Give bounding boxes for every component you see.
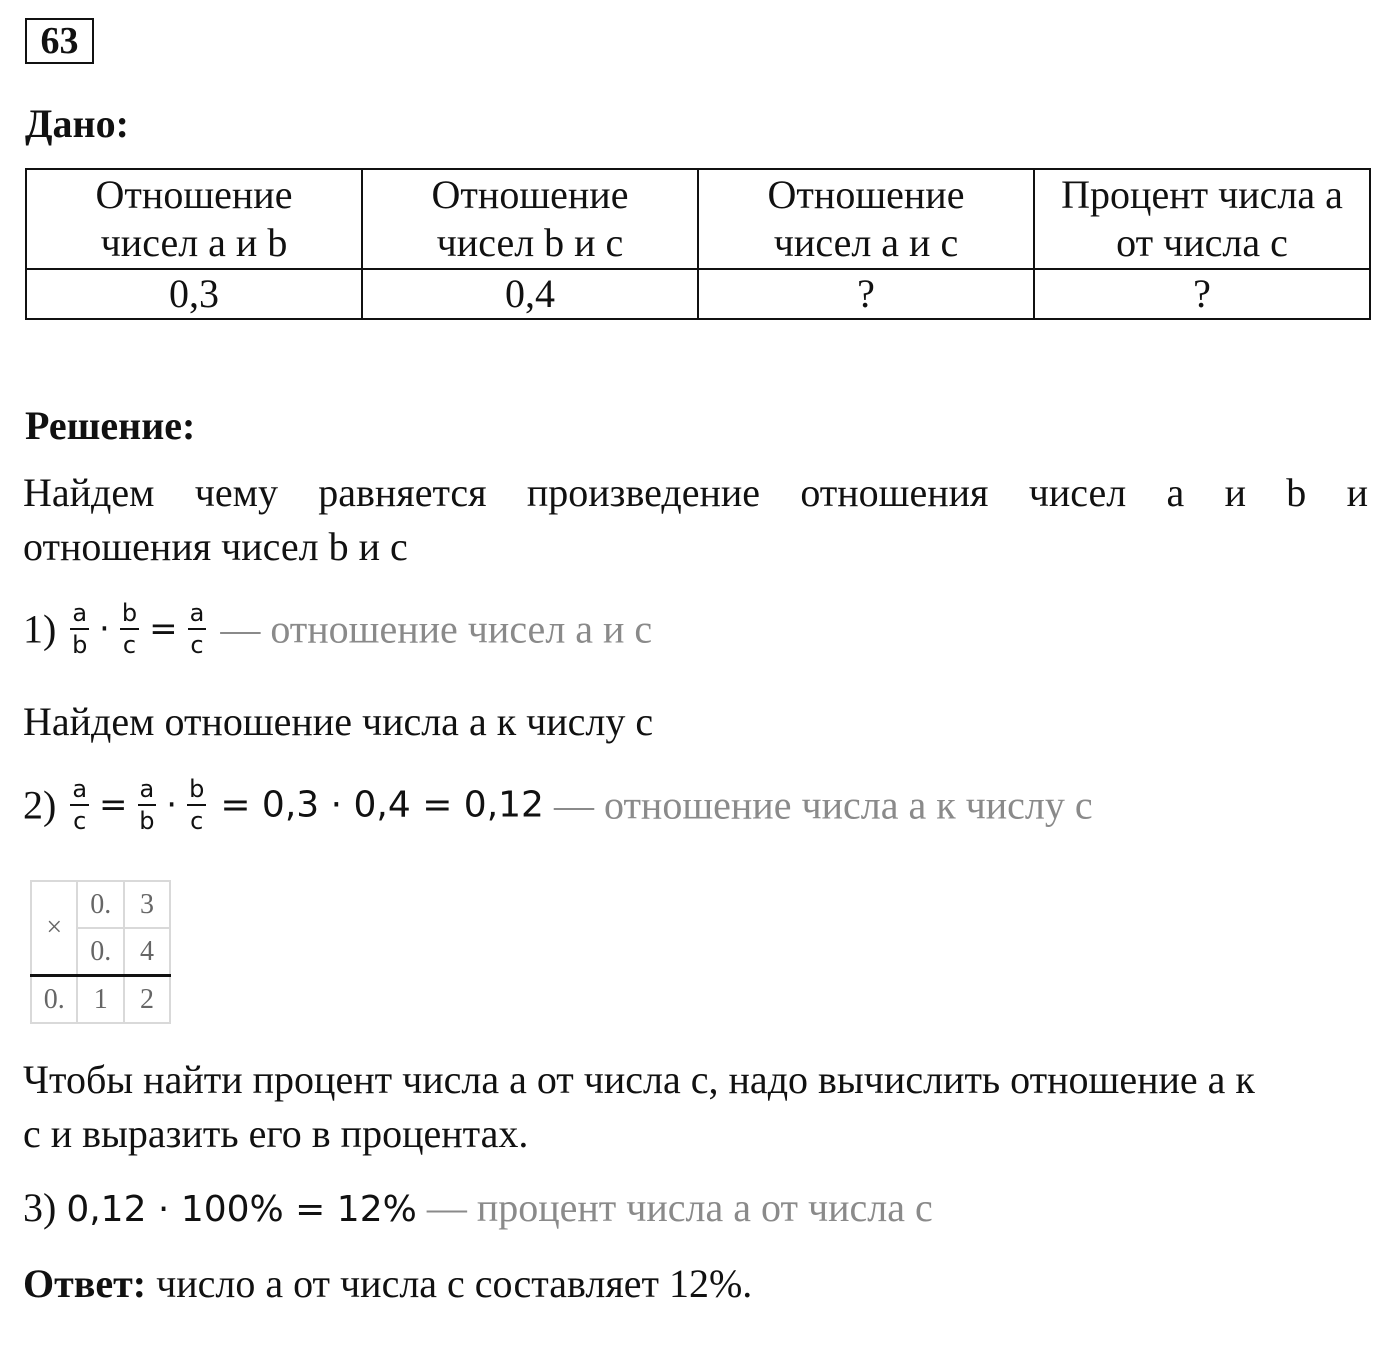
value-ratio-ab: 0,3 <box>26 269 362 319</box>
given-heading: Дано: <box>25 101 129 146</box>
intro-line-1: Найдем чему равняется произведение отношения чисел a и b и <box>23 470 1368 515</box>
fraction-b-over-c <box>187 776 206 834</box>
denominator: c <box>190 807 204 835</box>
step-1-comment: — отношение чисел a и c <box>220 606 653 652</box>
given-table-header-row <box>26 169 1370 269</box>
header-ratio-ab-line1: Отношение <box>95 172 293 217</box>
mult-cell: 2 <box>124 976 170 1024</box>
mult-cell: 0. <box>31 976 77 1024</box>
step-3-comment: — процент числа a от числа c <box>426 1185 933 1230</box>
step-3-label: 3) <box>23 1185 57 1230</box>
fraction-b-over-c <box>120 600 139 658</box>
numerator: a <box>138 776 157 806</box>
fraction-a-over-c <box>70 776 89 834</box>
text-find-ratio: Найдем отношение числа a к числу c <box>23 699 654 744</box>
intro-paragraph <box>23 466 1368 574</box>
mult-cell: 0. <box>77 928 123 976</box>
fraction-a-over-b <box>70 600 89 658</box>
step-2-label: 2) <box>23 782 57 828</box>
header-percent-ac-line1: Процент числа a <box>1061 172 1343 217</box>
numerator: b <box>120 600 139 630</box>
value-ratio-ac: ? <box>698 269 1034 319</box>
value-percent-ac: ? <box>1034 269 1370 319</box>
mult-cell: 0. <box>77 881 123 928</box>
header-ratio-ab <box>26 169 362 269</box>
fraction-a-over-c <box>188 600 207 658</box>
multiply-sign: × <box>31 881 77 976</box>
value-ratio-bc: 0,4 <box>362 269 698 319</box>
step-2 <box>23 776 1093 834</box>
step-2-expression: = 0,3 · 0,4 = 0,12 <box>220 784 544 826</box>
intro-line-2: отношения чисел b и c <box>23 524 408 569</box>
step-1 <box>23 600 652 658</box>
answer-text: число a от числа c составляет 12%. <box>146 1261 753 1306</box>
denominator: c <box>190 631 204 659</box>
denominator: b <box>72 631 88 659</box>
step-2-comment: — отношение числа a к числу c <box>553 782 1093 828</box>
equals-operator: = <box>149 609 178 649</box>
denominator: c <box>73 807 87 835</box>
numerator: a <box>188 600 207 630</box>
dot-operator: · <box>99 609 110 649</box>
header-ratio-bc <box>362 169 698 269</box>
header-ratio-ac-line2: чисел a и c <box>773 220 959 265</box>
header-ratio-ab-line2: чисел a и b <box>100 220 288 265</box>
mult-row-1 <box>31 881 170 928</box>
column-multiplication <box>30 880 171 1020</box>
step-1-label: 1) <box>23 606 57 652</box>
text-percent-line-1: Чтобы найти процент числа a от числа c, надо вычислить отношение a к <box>23 1057 1255 1102</box>
step-3-expression: 0,12 · 100% = 12% <box>66 1189 417 1230</box>
text-percent-line-2: c и выразить его в процентах. <box>23 1111 529 1156</box>
problem-number: 63 <box>25 18 94 64</box>
header-percent-ac <box>1034 169 1370 269</box>
mult-cell: 1 <box>77 976 123 1024</box>
answer-label: Ответ: <box>23 1261 147 1306</box>
step-3 <box>23 1184 933 1231</box>
given-table <box>25 168 1371 320</box>
numerator: a <box>70 600 89 630</box>
fraction-a-over-b <box>138 776 157 834</box>
answer <box>23 1260 752 1307</box>
mult-cell: 4 <box>124 928 170 976</box>
dot-operator: · <box>166 785 178 825</box>
header-ratio-ac <box>698 169 1034 269</box>
header-percent-ac-line2: от числа c <box>1116 220 1288 265</box>
numerator: a <box>70 776 89 806</box>
header-ratio-ac-line1: Отношение <box>767 172 965 217</box>
numerator: b <box>187 776 206 806</box>
denominator: c <box>122 631 137 659</box>
header-ratio-bc-line1: Отношение <box>431 172 629 217</box>
given-table-values-row <box>26 269 1370 319</box>
denominator: b <box>139 807 155 835</box>
solution-heading: Решение: <box>25 403 196 448</box>
mult-result-row <box>31 976 170 1024</box>
equals-operator: = <box>99 785 128 825</box>
mult-cell: 3 <box>124 881 170 928</box>
header-ratio-bc-line2: чисел b и c <box>436 220 624 265</box>
